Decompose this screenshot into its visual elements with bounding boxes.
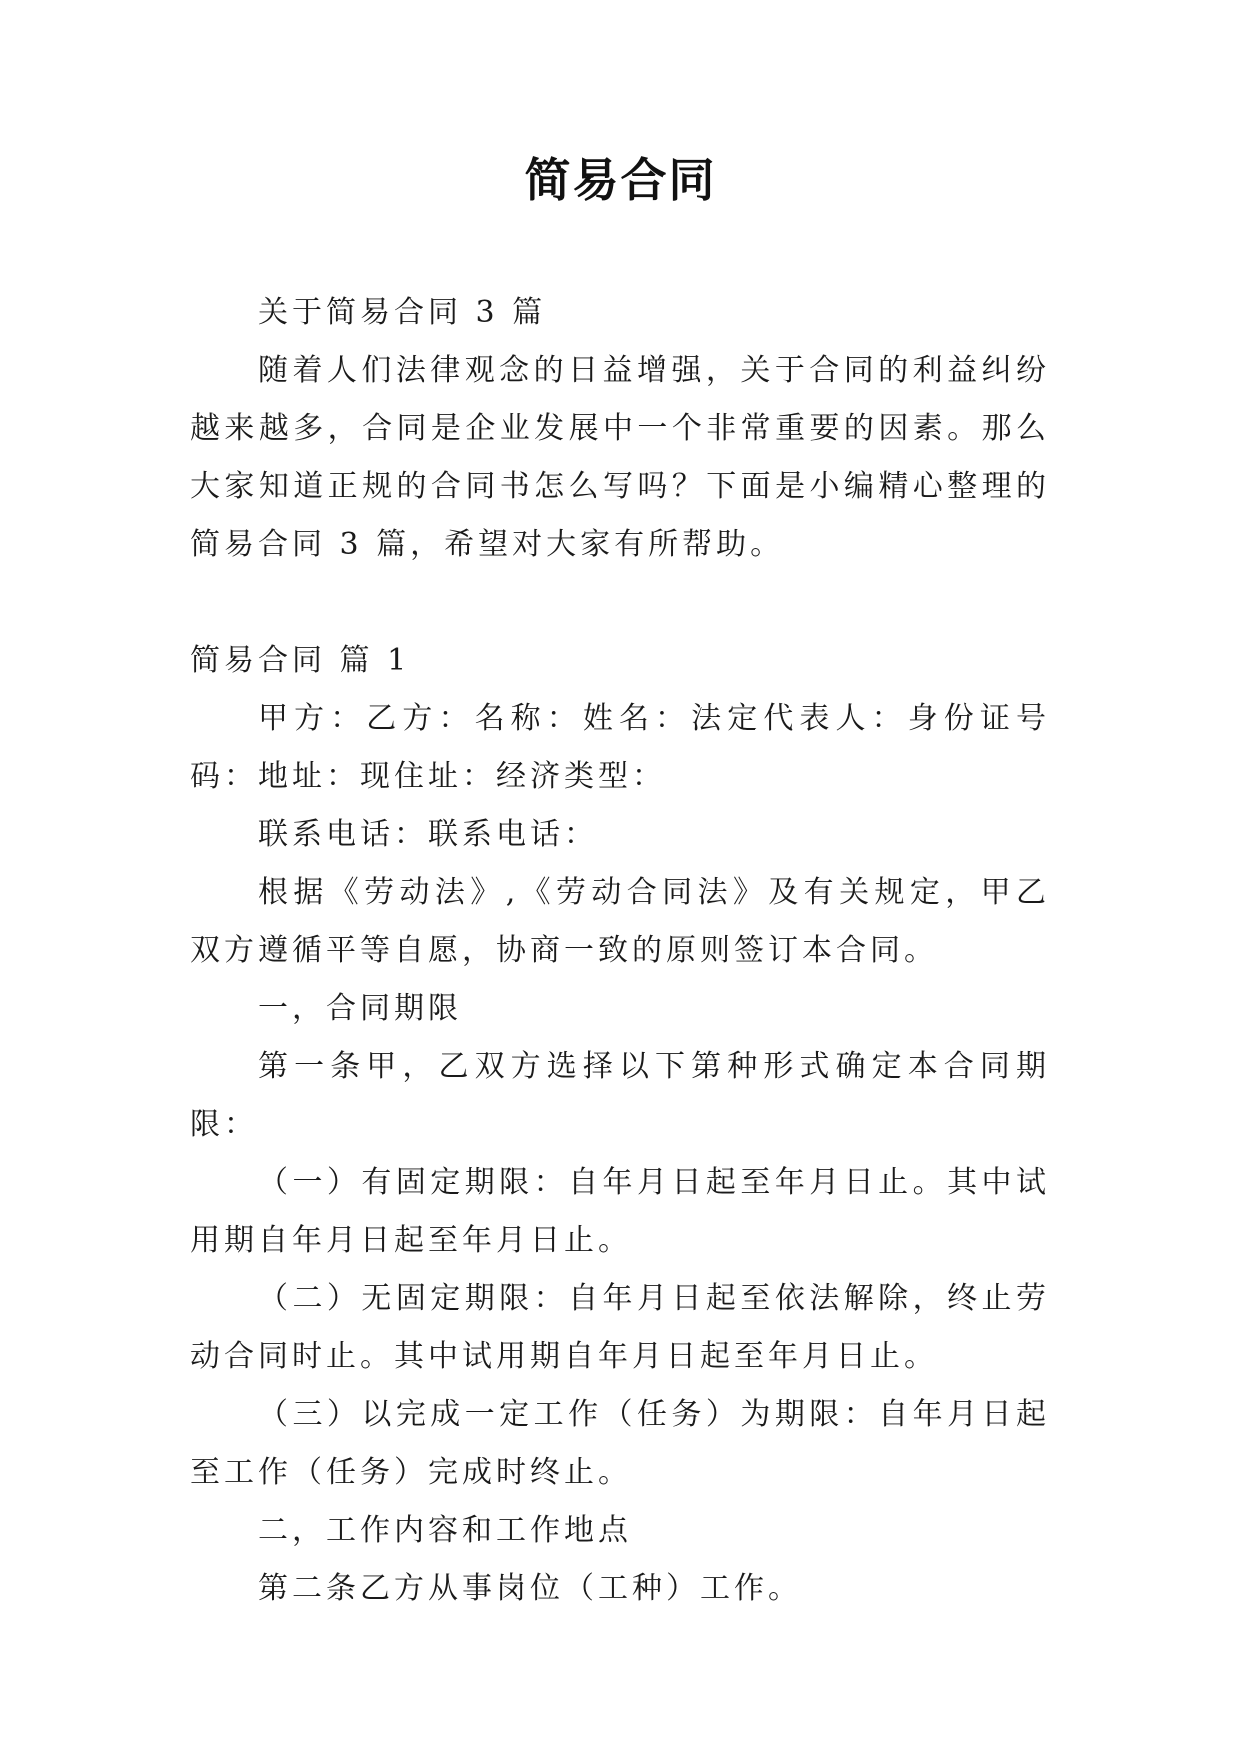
term-option-task: （三）以完成一定工作（任务）为期限：自年月日起至工作（任务）完成时终止。 <box>190 1397 1050 1490</box>
article-1: 第一条甲，乙双方选择以下第种形式确定本合同期限： <box>190 1049 1050 1142</box>
section-heading: 简易合同 篇 1 <box>190 643 411 678</box>
paragraph-phone: 联系电话：联系电话： <box>258 817 598 852</box>
intro-paragraph: 随着人们法律观念的日益增强，关于合同的利益纠纷越来越多，合同是企业发展中一个非常重要的因素。那么大家知道正规的合同书怎么写吗？下面是小编精心整理的简易合同 3 篇，希望对大家有所帮助。 <box>190 353 1050 562</box>
article-2: 第二条乙方从事岗位（工种）工作。 <box>258 1571 802 1606</box>
intro-heading: 关于简易合同 3 篇 <box>258 295 547 330</box>
section-spacer <box>190 574 1050 632</box>
paragraph-parties: 甲方：乙方：名称：姓名：法定代表人：身份证号码：地址：现住址：经济类型： <box>190 701 1050 794</box>
clause-heading-term: 一，合同期限 <box>258 991 462 1026</box>
term-option-open: （二）无固定期限：自年月日起至依法解除，终止劳动合同时止。其中试用期自年月日起至年月日止。 <box>190 1281 1050 1374</box>
paragraph-basis: 根据《劳动法》,《劳动合同法》及有关规定，甲乙双方遵循平等自愿，协商一致的原则签订本合同。 <box>190 875 1050 968</box>
document-title: 简易合同 <box>524 153 717 207</box>
clause-heading-work: 二，工作内容和工作地点 <box>258 1513 632 1548</box>
document-body <box>190 284 1050 1618</box>
term-option-fixed: （一）有固定期限：自年月日起至年月日止。其中试用期自年月日起至年月日止。 <box>190 1165 1050 1258</box>
